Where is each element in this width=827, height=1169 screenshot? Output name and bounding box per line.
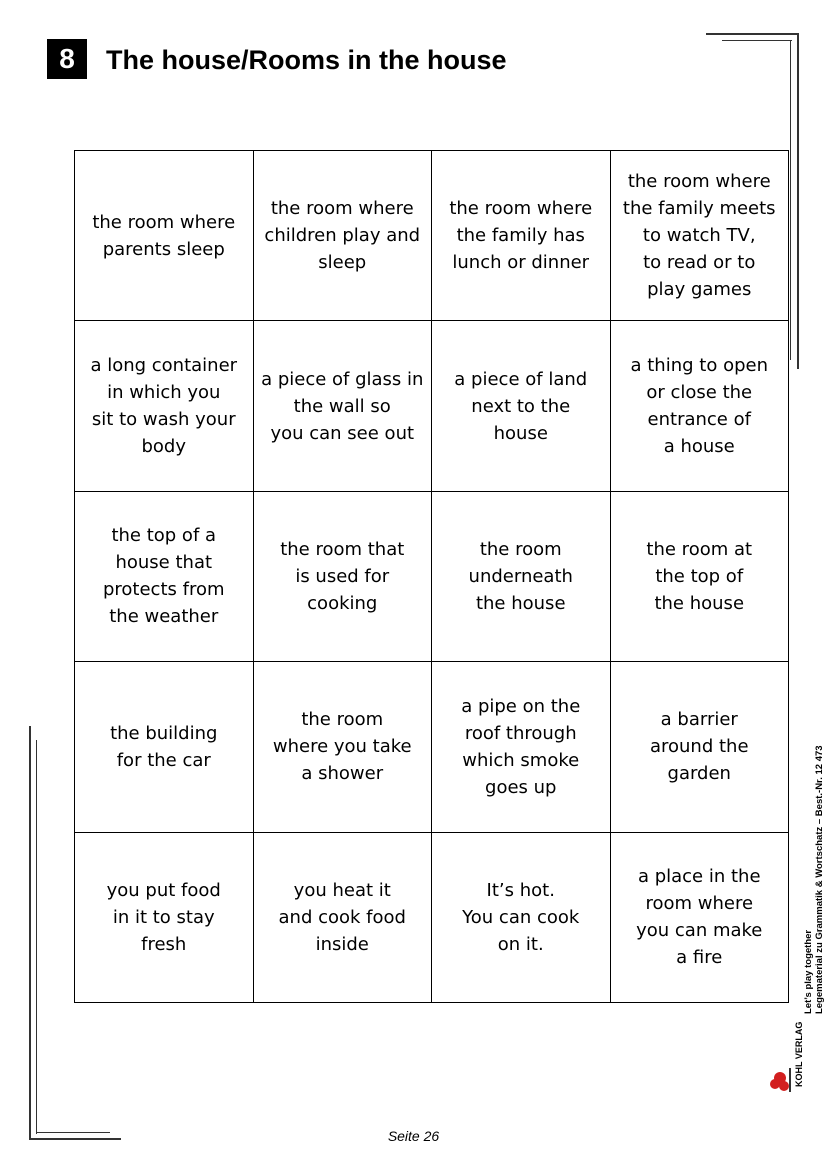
side-caption-line1: Let’s play together <box>803 929 814 1014</box>
card-row <box>75 151 789 321</box>
card-cell: a piece of glass in the wall so you can see out <box>253 321 432 491</box>
card-cell: the room where children play and sleep <box>253 151 432 321</box>
card-cell: the room at the top of the house <box>610 491 789 661</box>
card-row <box>75 321 789 491</box>
section-number: 8 <box>47 39 87 79</box>
card-grid <box>74 150 789 1003</box>
side-caption <box>803 745 825 1014</box>
card-cell: the room where the family meets to watch TV, to read or to play games <box>610 151 789 321</box>
card-cell: a place in the room where you can make a fire <box>610 832 789 1002</box>
card-cell: a barrier around the garden <box>610 662 789 832</box>
card-cell: you put food in it to stay fresh <box>75 832 254 1002</box>
corner-line-right-inner <box>790 40 791 360</box>
card-row <box>75 491 789 661</box>
publisher-name: KOHL VERLAG <box>794 1021 804 1087</box>
card-cell: a pipe on the roof through which smoke goes up <box>432 662 611 832</box>
card-cell: the building for the car <box>75 662 254 832</box>
card-cell: It’s hot. You can cook on it. <box>432 832 611 1002</box>
page-title: The house/Rooms in the house <box>106 45 507 75</box>
card-row <box>75 832 789 1002</box>
card-cell: the room that is used for cooking <box>253 491 432 661</box>
card-cell: the top of a house that protects from the weather <box>75 491 254 661</box>
corner-line-left-inner <box>36 740 37 1134</box>
card-cell: the room where parents sleep <box>75 151 254 321</box>
corner-line-top-inner <box>722 40 792 41</box>
card-cell: you heat it and cook food inside <box>253 832 432 1002</box>
side-caption-line2: Legematerial zu Grammatik & Wortschatz – Best.-Nr. 12 473 <box>814 745 825 1014</box>
card-row <box>75 662 789 832</box>
corner-line-right <box>797 33 799 369</box>
card-cell: the room where you take a shower <box>253 662 432 832</box>
card-cell: a long container in which you sit to wash your body <box>75 321 254 491</box>
card-cell: the room underneath the house <box>432 491 611 661</box>
card-cell: a thing to open or close the entrance of a house <box>610 321 789 491</box>
card-cell: the room where the family has lunch or dinner <box>432 151 611 321</box>
card-cell: a piece of land next to the house <box>432 321 611 491</box>
page-number: Seite 26 <box>387 1128 440 1144</box>
corner-line-left <box>29 726 31 1140</box>
corner-line-top <box>706 33 798 35</box>
